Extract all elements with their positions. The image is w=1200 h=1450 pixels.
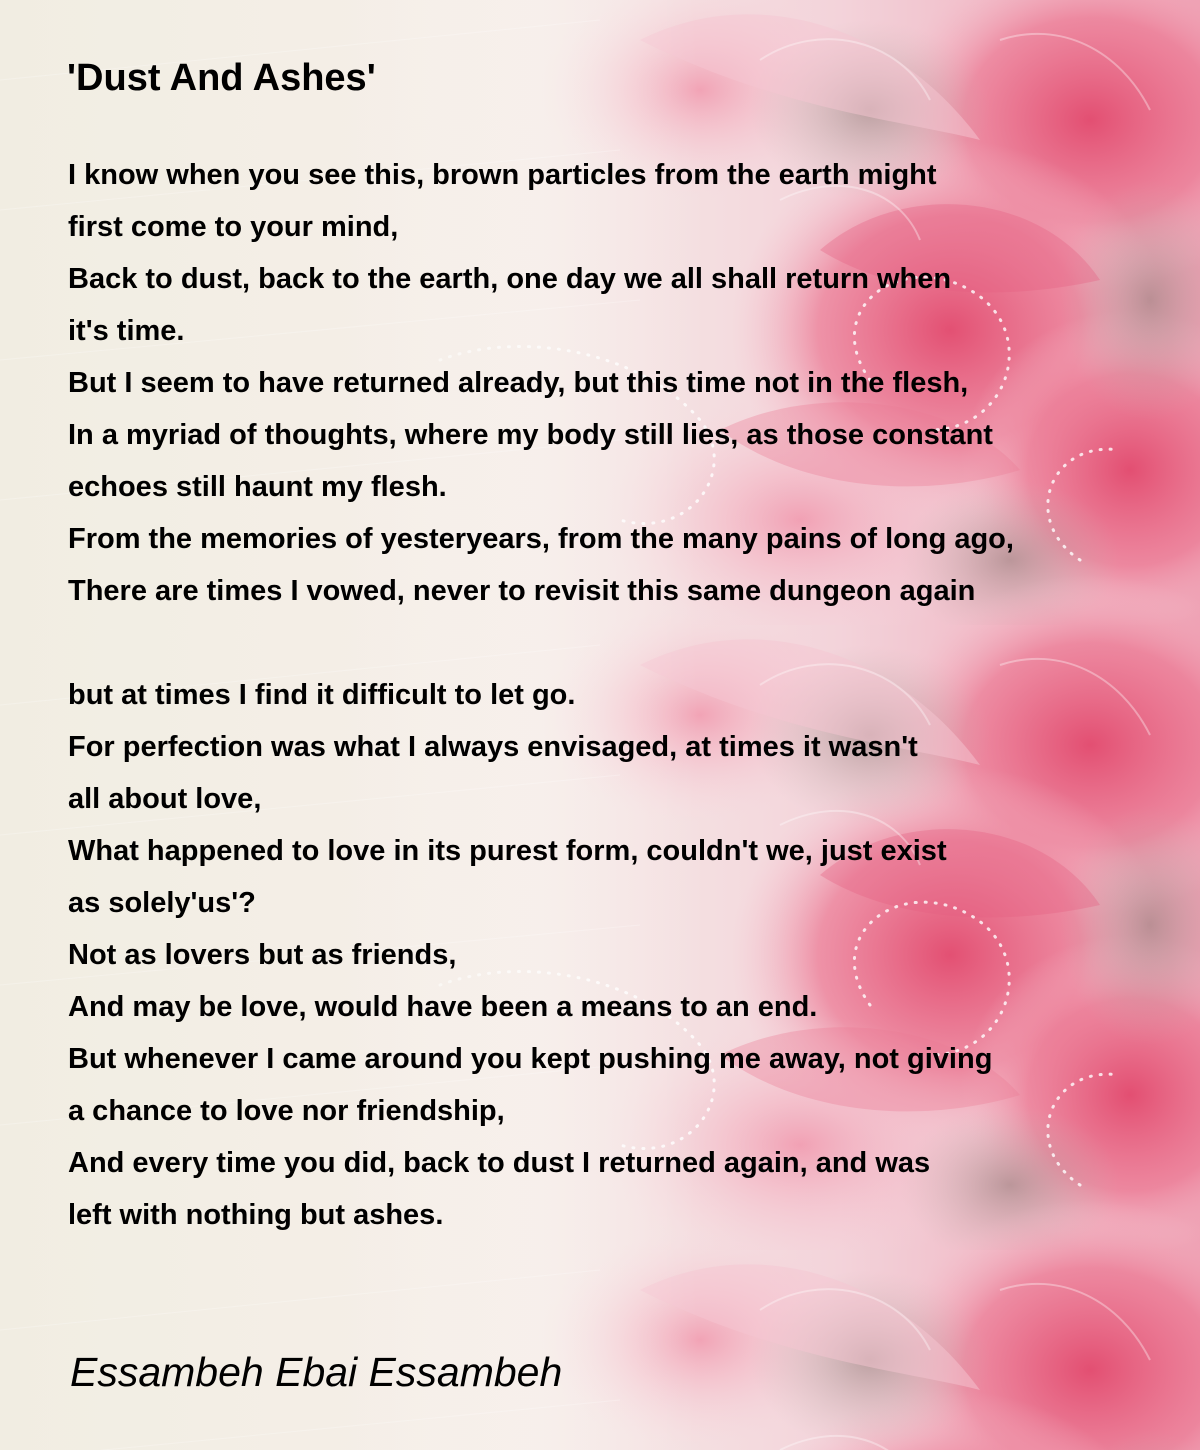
poem-line: I know when you see this, brown particles from the earth might	[68, 159, 937, 191]
poem-body	[68, 152, 1188, 1244]
poem-line: left with nothing but ashes.	[68, 1199, 444, 1231]
stanza-break	[68, 620, 1188, 672]
poem-line: all about love,	[68, 783, 262, 815]
poem-line: For perfection was what I always envisaged, at times it wasn't	[68, 731, 918, 763]
poem-line: a chance to love nor friendship,	[68, 1095, 505, 1127]
poem-line: as solely'us'?	[68, 887, 256, 919]
poem-line: echoes still haunt my flesh.	[68, 471, 447, 503]
poem-line: From the memories of yesteryears, from the many pains of long ago,	[68, 523, 1014, 555]
poem-line: What happened to love in its purest form, couldn't we, just exist	[68, 835, 947, 867]
poem-title: 'Dust And Ashes'	[67, 57, 376, 99]
poem-line: There are times I vowed, never to revisit this same dungeon again	[68, 575, 976, 607]
poem-line: Back to dust, back to the earth, one day we all shall return when	[68, 263, 952, 295]
poem-line: And every time you did, back to dust I returned again, and was	[68, 1147, 931, 1179]
poem-line: But I seem to have returned already, but this time not in the flesh,	[68, 367, 969, 399]
poem-line: but at times I find it difficult to let go.	[68, 679, 576, 711]
poem-author: Essambeh Ebai Essambeh	[70, 1349, 563, 1395]
poem-line: And may be love, would have been a means to an end.	[68, 991, 818, 1023]
poem-line: But whenever I came around you kept pushing me away, not giving	[68, 1043, 993, 1075]
poem-line: first come to your mind,	[68, 211, 399, 243]
poem-line: it's time.	[68, 315, 185, 347]
poem-line: In a myriad of thoughts, where my body still lies, as those constant	[68, 419, 993, 451]
poem-line: Not as lovers but as friends,	[68, 939, 457, 971]
